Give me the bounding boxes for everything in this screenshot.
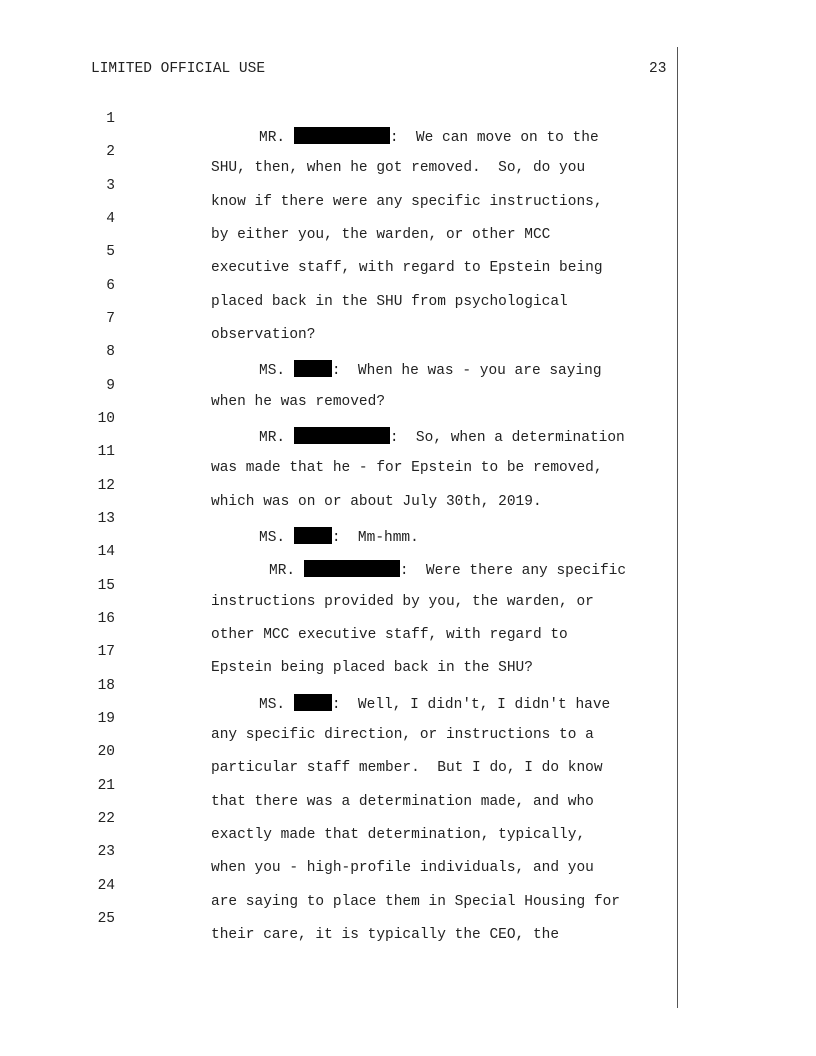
line-number: 15 <box>97 578 115 594</box>
line-number: 12 <box>97 478 115 494</box>
line-text: when he was removed? <box>211 394 386 410</box>
line-text: any specific direction, or instructions to a <box>211 727 594 743</box>
transcript-line <box>0 262 700 310</box>
transcript-line <box>0 328 700 379</box>
line-number: 4 <box>106 211 115 227</box>
speaker-title: MS. <box>259 363 294 379</box>
line-number: 24 <box>97 878 115 894</box>
page-number: 23 <box>649 61 667 77</box>
line-number: 20 <box>97 744 115 760</box>
speaker-title: MR. <box>259 130 294 146</box>
transcript-line <box>0 728 700 776</box>
line-text: placed back in the SHU from psychological <box>211 294 568 310</box>
transcript-line <box>0 695 700 743</box>
line-number: 8 <box>106 344 115 360</box>
line-number: 19 <box>97 711 115 727</box>
line-number: 7 <box>106 311 115 327</box>
page-header-marking: LIMITED OFFICIAL USE <box>91 61 266 77</box>
line-number: 21 <box>97 778 115 794</box>
line-text: instructions provided by you, the warden, or <box>211 594 594 610</box>
transcript-line <box>0 895 700 943</box>
line-number: 6 <box>106 278 115 294</box>
speech-text: : Mm-hmm. <box>331 530 419 546</box>
line-text: that there was a determination made, and who <box>211 794 594 810</box>
line-text: when you - high-profile individuals, and you <box>211 860 594 876</box>
line-number: 14 <box>97 544 115 560</box>
transcript-line <box>0 528 700 579</box>
line-text: exactly made that determination, typically, <box>211 827 586 843</box>
speech-text: : Well, I didn't, I didn't have <box>331 697 611 713</box>
line-number: 18 <box>97 678 115 694</box>
line-text: their care, it is typically the CEO, the <box>211 927 560 943</box>
transcript-line <box>0 595 700 643</box>
line-number: 1 <box>106 111 115 127</box>
transcript-line <box>0 562 700 610</box>
speaker-title: MS. <box>259 697 294 713</box>
line-number: 2 <box>106 144 115 160</box>
speech-text: : We can move on to the <box>389 130 599 146</box>
transcript-line <box>0 128 700 176</box>
transcript-line <box>0 428 700 476</box>
line-number: 9 <box>106 378 115 394</box>
transcript-line <box>0 462 700 510</box>
transcript-line <box>0 662 700 713</box>
transcript-line <box>0 495 700 546</box>
transcript-line <box>0 195 700 243</box>
line-text: particular staff member. But I do, I do know <box>211 760 603 776</box>
transcript-line <box>0 795 700 843</box>
line-text: was made that he - for Epstein to be removed, <box>211 460 603 476</box>
transcript-line <box>0 295 700 343</box>
speech-text: : When he was - you are saying <box>331 363 602 379</box>
line-number: 3 <box>106 178 115 194</box>
speech-text: : Were there any specific <box>399 563 627 579</box>
line-text: which was on or about July 30th, 2019. <box>211 494 542 510</box>
line-number: 10 <box>97 411 115 427</box>
line-number: 11 <box>97 444 115 460</box>
speaker-title: MR. <box>269 563 304 579</box>
transcript-line <box>0 628 700 676</box>
line-text: observation? <box>211 327 316 343</box>
line-number: 22 <box>97 811 115 827</box>
speaker-title: MR. <box>259 430 294 446</box>
transcript-line <box>0 228 700 276</box>
line-number: 25 <box>97 911 115 927</box>
transcript-line <box>0 362 700 410</box>
line-number: 23 <box>97 844 115 860</box>
transcript-line <box>0 162 700 210</box>
line-text: know if there were any specific instructions, <box>211 194 603 210</box>
line-number: 17 <box>97 644 115 660</box>
line-text: executive staff, with regard to Epstein being <box>211 260 603 276</box>
line-text: SHU, then, when he got removed. So, do you <box>211 160 586 176</box>
transcript-line <box>0 762 700 810</box>
line-text: are saying to place them in Special Housing for <box>211 894 620 910</box>
speech-text: : So, when a determination <box>389 430 625 446</box>
line-number: 13 <box>97 511 115 527</box>
line-text: Epstein being placed back in the SHU? <box>211 660 533 676</box>
transcript-line <box>0 828 700 876</box>
transcript-line <box>0 395 700 446</box>
transcript-line <box>0 862 700 910</box>
transcript-line <box>0 95 700 146</box>
line-number: 5 <box>106 244 115 260</box>
line-text: by either you, the warden, or other MCC <box>211 227 551 243</box>
line-text: other MCC executive staff, with regard to <box>211 627 568 643</box>
line-number: 16 <box>97 611 115 627</box>
speaker-title: MS. <box>259 530 294 546</box>
